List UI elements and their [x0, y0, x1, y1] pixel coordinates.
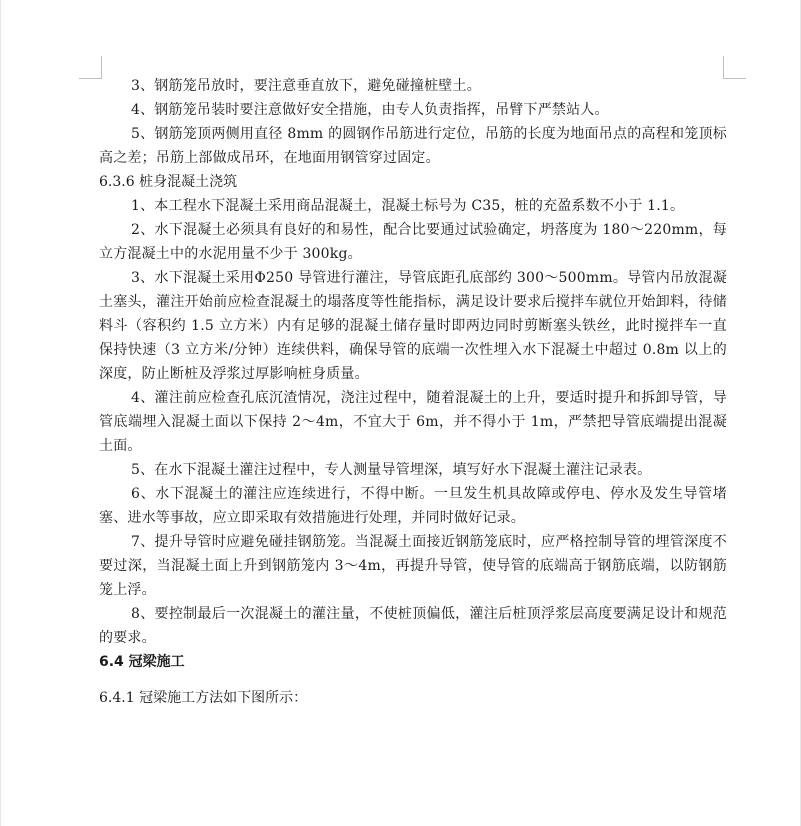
- paragraph-concrete-7: 7、提升导管时应避免碰挂钢筋笼。当混凝土面接近钢筋笼底时，应严格控制导管的埋管深度不要过深，当混凝土面上升到钢筋笼内 3～4m，再提升导管，使导管的底端高于钢筋底端，以防钢筋笼上浮。: [99, 534, 727, 598]
- paragraph-concrete-1: 1、本工程水下混凝土采用商品混凝土，混凝土标号为 C35，桩的充盈系数不小于 1.1。: [131, 198, 685, 214]
- subsection-heading-6-3-6: 6.3.6 桩身混凝土浇筑: [99, 174, 238, 190]
- paragraph-item-4: 4、钢筋笼吊装时要注意做好安全措施，由专人负责指挥，吊臂下严禁站人。: [131, 102, 609, 118]
- paragraph-concrete-6: 6、水下混凝土的灌注应连续进行，不得中断。一旦发生机具故障或停电、停水及发生导管堵塞、进水等事故，应立即采取有效措施进行处理，并同时做好记录。: [99, 486, 727, 526]
- document-body: [99, 74, 727, 710]
- paragraph-concrete-8: 8、要控制最后一次混凝土的灌注量，不使桩顶偏低，灌注后桩顶浮浆层高度要满足设计和规范的要求。: [99, 606, 727, 646]
- section-heading-6-4: 6.4 冠梁施工: [99, 654, 185, 670]
- paragraph-concrete-3: 3、水下混凝土采用Φ250 导管进行灌注，导管底距孔底部约 300～500mm。导管内吊放混凝土塞头，灌注开始前应检查混凝土的塌落度等性能指标，满足设计要求后搅拌车就位开始卸料，待储料斗（容积约 1.5 立方米）内有足够的混凝土储存量时即两边同时剪断塞头铁丝，此时搅拌车一直保持快速（3 立方米/分钟）连续供料，确保导管的底端一次性埋入水下混凝土中超过 0.8m 以上的深度，防止断桩及浮浆过厚影响桩身质量。: [99, 270, 727, 382]
- paragraph-concrete-4: 4、灌注前应检查孔底沉渣情况，浇注过程中，随着混凝土的上升，要适时提升和拆卸导管，导管底端埋入混凝土面以下保持 2～4m，不宜大于 6m，并不得小于 1m，严禁把导管底端提出混凝土面。: [99, 390, 727, 454]
- paragraph-item-3: 3、钢筋笼吊放时，要注意垂直放下，避免碰撞桩壁土。: [131, 78, 481, 94]
- paragraph-concrete-5: 5、在水下混凝土灌注过程中，专人测量导管埋深，填写好水下混凝土灌注记录表。: [131, 462, 652, 478]
- paragraph-concrete-2: 2、水下混凝土必须具有良好的和易性，配合比要通过试验确定，坍落度为 180～220mm，每立方混凝土中的水泥用量不少于 300kg。: [99, 222, 727, 262]
- subsection-heading-6-4-1: 6.4.1 冠梁施工方法如下图所示：: [99, 690, 308, 706]
- paragraph-item-5: 5、钢筋笼顶两侧用直径 8mm 的圆钢作吊筋进行定位，吊筋的长度为地面吊点的高程和笼顶标高之差；吊筋上部做成吊环，在地面用钢管穿过固定。: [99, 126, 727, 166]
